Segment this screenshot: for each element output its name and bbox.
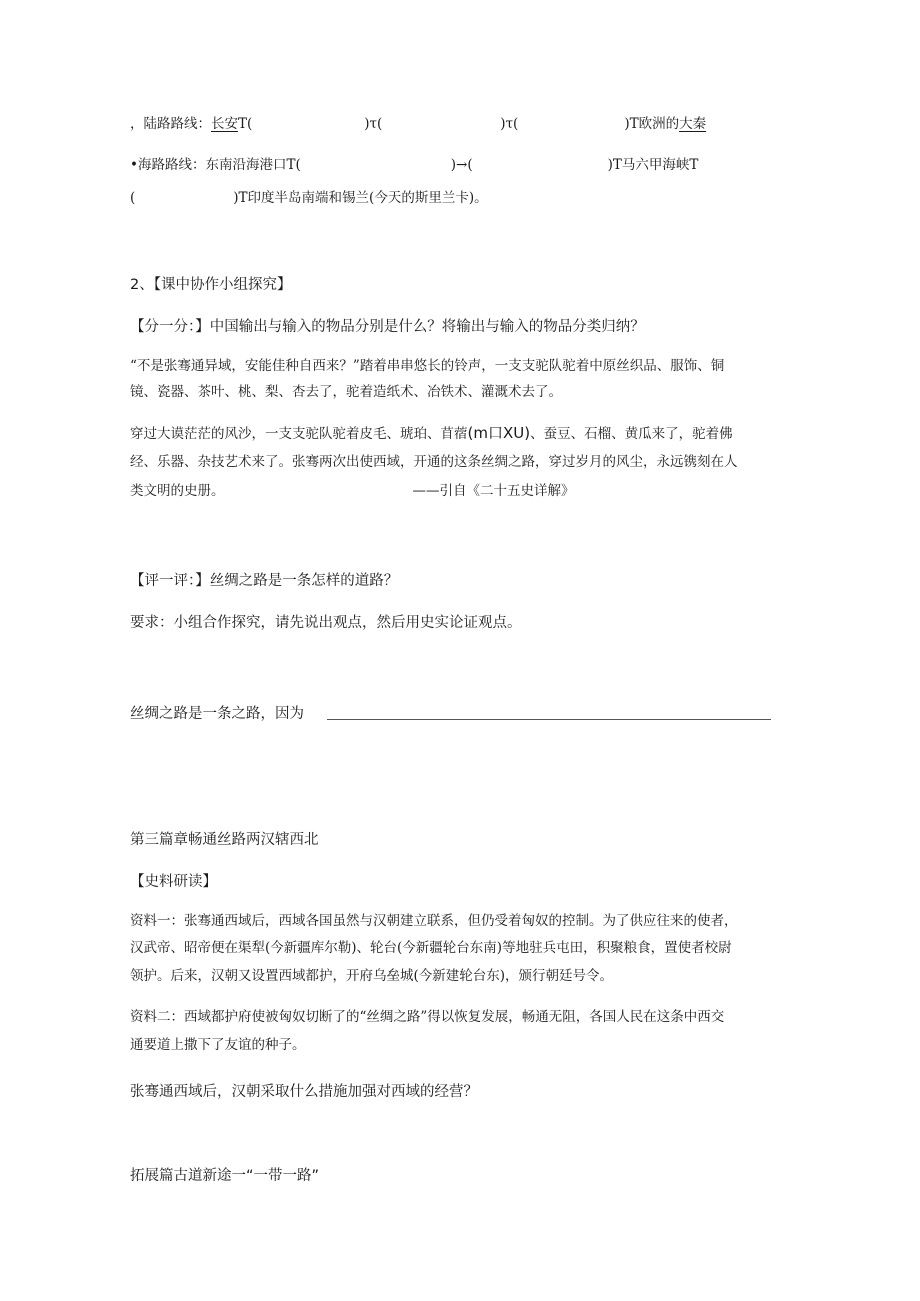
material-1-line-1: 资料一：张骞通西域后，西域各国虽然与汉朝建立联系，但仍受着匈奴的控制。为了供应往来的使者， [130,913,738,929]
sea-route-continuation [130,188,488,208]
land-route-end: 大秦 [679,116,707,132]
quote-paragraph-2-line-2: 经、乐器、杂技艺术来了。张骞两次出使西域，开通的这条丝绸之路，穿过岁月的风尘，永远镌刻在人 [130,454,738,470]
material-1-line-3: 领护。后来，汉朝又设置西域都护，开府乌垒城(今新建轮台东)，颁行朝廷号令。 [130,968,614,984]
land-route-start: 长安 [211,116,238,132]
chapter-question: 张骞通西域后，汉朝采取什么措施加强对西域的经营？ [130,1084,478,1100]
land-route-arrow-1: T( [238,116,253,132]
land-route-prefix: ，陆路路线： [130,116,211,132]
chapter-title: 第三篇章畅通丝路两汉辖西北 [130,832,319,848]
quote-paragraph-1-line-1: “不是张骞通异域，安能佳种自西来？”踏着串串悠长的铃声，一支支驼队驼着中原丝织品、服饰、铜 [130,358,725,374]
reading-heading: 【史料研读】 [130,874,217,890]
quote-paragraph-2-line-1 [130,423,733,444]
material-1-line-2: 汉武帝、昭帝便在渠犁(今新疆库尔勒)、轮台(今新疆轮台东南)等地驻兵屯田，积聚粮食，置使者校尉 [130,940,732,956]
sea-route-prefix: •海路路线：东南沿海港口T( [130,157,301,173]
sea-route-arrow-2: )→( [450,157,473,173]
sort-task: 【分一分：】中国输出与输入的物品分别是什么？将输出与输入的物品分类归纳？ [130,319,645,335]
land-route-line [130,114,706,134]
quote-paragraph-2-line-3 [130,481,575,501]
land-route-arrow-3: )τ( [500,116,519,132]
sea-route-arrow-3: )T马六甲海峡T [607,157,699,173]
sea-route-cont-open: ( [130,190,136,206]
section-heading: 2、【课中协作小组探究】 [130,277,292,293]
quote-p2-segment-a: 穿过大谟茫茫的风沙，一支支驼队驼着皮毛、琥珀、苜蓿 [130,426,468,442]
answer-blank-line[interactable] [327,719,771,720]
answer-prompt: 丝绸之路是一条之路，因为 [130,706,304,722]
material-2-line-2: 通要道上撒下了友谊的种子。 [130,1037,306,1053]
material-2-line-1: 资料二：西域都护府使被匈奴切断了的“丝绸之路”得以恢复发展，畅通无阻，各国人民在这条中西交 [130,1009,725,1025]
sea-route-line [130,155,698,175]
quote-source: ——引自《二十五史详解》 [412,483,575,499]
quote-paragraph-1-line-2: 镜、瓷器、茶叶、桃、梨、杏去了，驼着造纸术、冶铁术、灌溉术去了。 [130,384,562,400]
quote-p2-segment-end: 类文明的史册。 [130,483,225,499]
requirement-text: 要求：小组合作探究，请先说出观点，然后用史实论证观点。 [130,615,522,631]
sea-route-cont-rest: )T印度半岛南端和锡兰(今天的斯里兰卡)。 [233,190,488,206]
evaluate-task: 【评一评：】丝绸之路是一条怎样的道路？ [130,573,399,589]
extension-title: 拓展篇古道新途一“一带一路” [130,1168,320,1184]
land-route-arrow-4: )T欧洲的 [624,116,680,132]
land-route-arrow-2: )τ( [364,116,383,132]
quote-p2-segment-c: 、蚕豆、石榴、黄瓜来了，驼着佛 [530,426,733,442]
quote-p2-pinyin: (m口XU) [467,424,531,442]
